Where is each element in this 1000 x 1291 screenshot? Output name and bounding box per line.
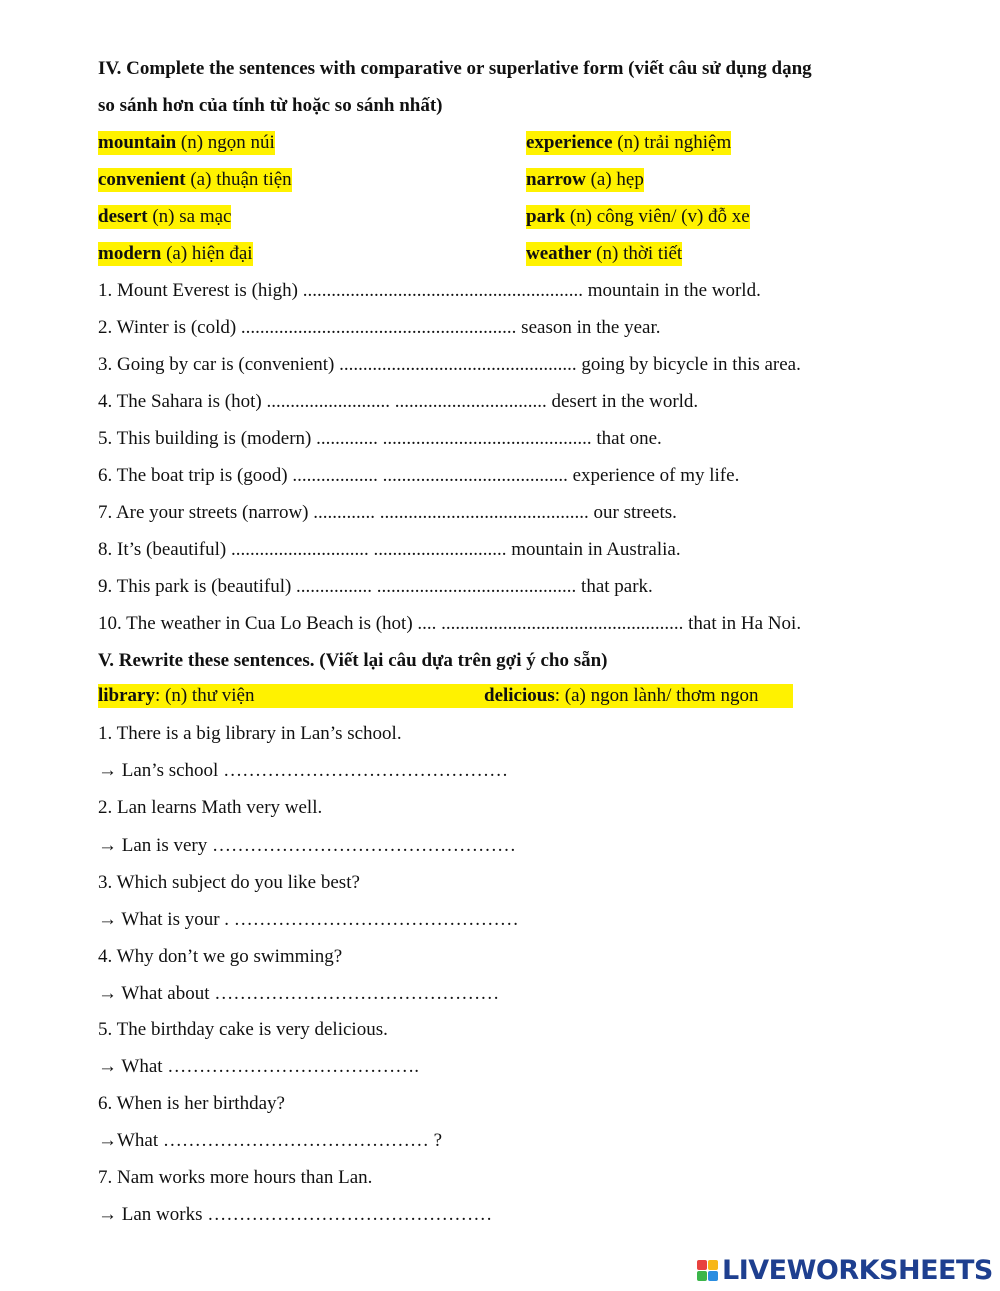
section4-title-line2: so sánh hơn của tính từ hoặc so sánh nhất) [98, 95, 443, 116]
exercise4-sentence-1[interactable]: 1. Mount Everest is (high) ........................................................... mountain in the world. [98, 280, 761, 301]
vocab-modern: modern (a) hiện đại [98, 243, 253, 264]
exercise4-sentence-10[interactable]: 10. The weather in Cua Lo Beach is (hot) .... ................................................... that in Ha Noi. [98, 613, 802, 634]
exercise5-answer-3[interactable]: → What is your . ……………………………………… [98, 909, 519, 930]
vocab-mountain: mountain (n) ngọn núi [98, 132, 275, 153]
vocab-delicious: delicious : (a) ngon lành/ thơm ngon [484, 685, 759, 706]
vocab-desert: desert (n) sa mạc [98, 206, 232, 227]
exercise5-prompt-6: 6. When is her birthday? [98, 1093, 285, 1114]
exercise4-sentence-8[interactable]: 8. It’s (beautiful) ............................. ............................ mountain in Australia. [98, 539, 681, 560]
exercise5-prompt-2: 2. Lan learns Math very well. [98, 797, 323, 818]
vocab-convenient: convenient (a) thuận tiện [98, 169, 292, 190]
exercise5-answer-4[interactable]: → What about ……………………………………… [98, 983, 500, 1004]
vocab-narrow: narrow (a) hẹp [526, 169, 644, 190]
exercise5-answer-6[interactable]: →What …………………………………… ? [98, 1130, 443, 1151]
exercise5-prompt-5: 5. The birthday cake is very delicious. [98, 1019, 388, 1040]
exercise5-prompt-7: 7. Nam works more hours than Lan. [98, 1167, 373, 1188]
section5-vocab-bar [98, 684, 793, 708]
exercise4-sentence-2[interactable]: 2. Winter is (cold) .......................................................... season in the year. [98, 317, 661, 338]
section5-title: V. Rewrite these sentences. (Viết lại câu dựa trên gợi ý cho sẵn) [98, 650, 608, 671]
liveworksheets-logo [697, 1255, 993, 1285]
exercise4-sentence-9[interactable]: 9. This park is (beautiful) ................ .......................................... that park. [98, 576, 653, 597]
exercise4-sentence-4[interactable]: 4. The Sahara is (hot) .......................... ................................ desert in the world. [98, 391, 699, 412]
section4-title-line1: IV. Complete the sentences with comparative or superlative form (viết câu sử dụng dạng [98, 58, 812, 79]
exercise4-sentence-6[interactable]: 6. The boat trip is (good) .................. ....................................... experience of my life. [98, 465, 740, 486]
exercise5-answer-1[interactable]: → Lan’s school ……………………………………… [98, 760, 509, 781]
exercise5-answer-7[interactable]: → Lan works ……………………………………… [98, 1204, 493, 1225]
exercise4-sentence-3[interactable]: 3. Going by car is (convenient) .................................................. going by bicycle in this area. [98, 354, 801, 375]
exercise5-prompt-3: 3. Which subject do you like best? [98, 872, 360, 893]
liveworksheets-logo-icon [697, 1260, 718, 1281]
liveworksheets-logo-text: LIVEWORKSHEETS [722, 1254, 993, 1286]
exercise5-answer-2[interactable]: → Lan is very ………………………………………… [98, 835, 516, 856]
exercise4-sentence-7[interactable]: 7. Are your streets (narrow) ............. ............................................ our streets. [98, 502, 677, 523]
vocab-library: library : (n) thư viện [98, 685, 255, 706]
vocab-weather: weather (n) thời tiết [526, 243, 683, 264]
exercise5-answer-5[interactable]: → What …………………………………. [98, 1056, 420, 1077]
exercise4-sentence-5[interactable]: 5. This building is (modern) ............. ............................................ that one. [98, 428, 662, 449]
vocab-park: park (n) công viên/ (v) đỗ xe [526, 206, 750, 227]
exercise5-prompt-4: 4. Why don’t we go swimming? [98, 946, 343, 967]
vocab-experience: experience (n) trải nghiệm [526, 132, 732, 153]
exercise5-prompt-1: 1. There is a big library in Lan’s school. [98, 723, 402, 744]
